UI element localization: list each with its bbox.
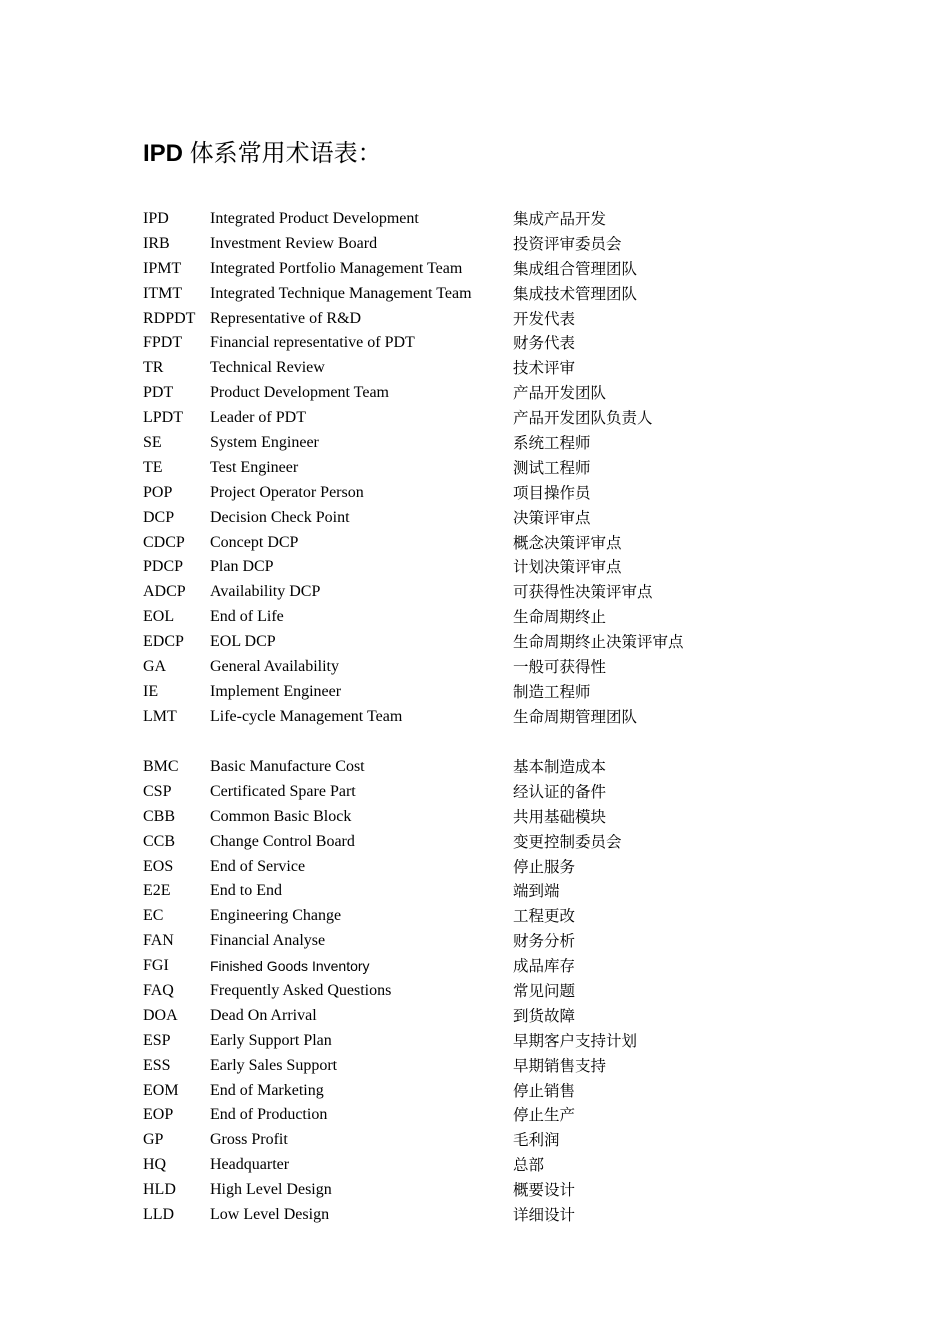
- term-english: Gross Profit: [210, 1131, 288, 1149]
- term-english: Financial Analyse: [210, 932, 326, 950]
- term-chinese: 变更控制委员会: [513, 832, 622, 851]
- term-chinese: 概要设计: [513, 1181, 576, 1200]
- term-english: Basic Manufacture Cost: [210, 758, 365, 775]
- term-chinese: 基本制造成本: [513, 758, 607, 776]
- glossary-row: [143, 580, 843, 605]
- term-chinese: 成品库存: [513, 957, 576, 976]
- term-abbreviation: EDCP: [143, 633, 184, 651]
- document-title: [143, 138, 382, 170]
- term-abbreviation: EOP: [143, 1106, 174, 1124]
- glossary-row: [143, 705, 843, 730]
- glossary-row: [143, 232, 843, 257]
- glossary-row: [143, 655, 843, 680]
- term-chinese: 工程更改: [513, 907, 576, 926]
- glossary-row: [143, 1153, 843, 1178]
- term-chinese: 详细设计: [513, 1206, 576, 1225]
- term-abbreviation: IRB: [143, 234, 170, 252]
- term-english: End of Life: [210, 608, 284, 626]
- term-abbreviation: ADCP: [143, 583, 186, 601]
- term-english: Concept DCP: [210, 533, 299, 551]
- term-chinese: 生命周期管理团队: [513, 707, 638, 726]
- glossary-row: [143, 1004, 843, 1029]
- term-abbreviation: FAQ: [143, 982, 174, 1000]
- term-chinese: 常见问题: [513, 982, 576, 1001]
- term-abbreviation: EC: [143, 907, 164, 925]
- term-english: Frequently Asked Questions: [210, 982, 392, 1000]
- term-chinese: 经认证的备件: [513, 782, 607, 801]
- glossary-row: [143, 830, 843, 855]
- glossary-row: [143, 531, 843, 556]
- term-chinese: 产品开发团队: [513, 384, 607, 403]
- glossary-row: [143, 979, 843, 1004]
- term-chinese: 投资评审委员会: [513, 234, 622, 253]
- glossary-row: [143, 680, 843, 705]
- term-chinese: 集成技术管理团队: [513, 284, 638, 303]
- term-english: Early Support Plan: [210, 1031, 332, 1049]
- glossary-row: [143, 805, 843, 830]
- term-abbreviation: ITMT: [143, 284, 183, 302]
- glossary-row: [143, 506, 843, 531]
- term-chinese: 项目操作员: [513, 483, 591, 502]
- term-chinese: 决策评审点: [513, 508, 591, 527]
- glossary-row: [143, 755, 843, 780]
- term-english: Leader of PDT: [210, 409, 306, 427]
- term-abbreviation: GA: [143, 658, 167, 676]
- term-chinese: 总部: [513, 1156, 545, 1175]
- term-abbreviation: EOS: [143, 857, 174, 875]
- term-chinese: 早期客户支持计划: [513, 1031, 638, 1050]
- term-abbreviation: IPMT: [143, 259, 182, 277]
- glossary-row: [143, 780, 843, 805]
- glossary-section-2: [143, 755, 843, 1228]
- term-chinese: 概念决策评审点: [513, 533, 622, 552]
- term-abbreviation: EOM: [143, 1081, 179, 1099]
- glossary-row: [143, 1029, 843, 1054]
- term-english: System Engineer: [210, 434, 319, 452]
- glossary-row: [143, 356, 843, 381]
- term-abbreviation: POP: [143, 483, 173, 501]
- term-chinese: 早期销售支持: [513, 1056, 607, 1075]
- term-abbreviation: TR: [143, 359, 164, 377]
- term-chinese: 生命周期终止决策评审点: [513, 633, 684, 652]
- glossary-row: [143, 481, 843, 506]
- term-english: End of Marketing: [210, 1081, 324, 1099]
- term-english: Technical Review: [210, 359, 325, 377]
- term-english: Product Development Team: [210, 384, 389, 402]
- glossary-row: [143, 456, 843, 481]
- term-chinese: 制造工程师: [513, 682, 591, 701]
- glossary-row: [143, 954, 843, 979]
- term-english: End of Production: [210, 1106, 328, 1124]
- glossary-row: [143, 879, 843, 904]
- term-chinese: 计划决策评审点: [513, 558, 622, 577]
- term-english: Integrated Technique Management Team: [210, 284, 472, 302]
- term-abbreviation: PDT: [143, 384, 174, 402]
- term-english: High Level Design: [210, 1181, 332, 1199]
- term-english: Decision Check Point: [210, 508, 350, 526]
- glossary-row: [143, 855, 843, 880]
- term-abbreviation: RDPDT: [143, 309, 196, 327]
- glossary-row: [143, 1103, 843, 1128]
- term-english: Implement Engineer: [210, 682, 342, 700]
- term-abbreviation: HLD: [143, 1181, 176, 1199]
- term-abbreviation: FPDT: [143, 334, 183, 352]
- glossary-row: [143, 1178, 843, 1203]
- term-chinese: 停止生产: [513, 1106, 576, 1125]
- term-abbreviation: LMT: [143, 707, 177, 725]
- term-english: End to End: [210, 882, 282, 900]
- term-chinese: 共用基础模块: [513, 807, 607, 826]
- glossary-row: [143, 282, 843, 307]
- term-abbreviation: DCP: [143, 508, 175, 526]
- term-chinese: 财务分析: [513, 932, 576, 951]
- glossary-row: [143, 1079, 843, 1104]
- term-chinese: 产品开发团队负责人: [513, 409, 653, 428]
- glossary-row: [143, 257, 843, 282]
- term-abbreviation: BMC: [143, 758, 179, 775]
- term-chinese: 可获得性决策评审点: [513, 583, 653, 602]
- term-abbreviation: ESP: [143, 1031, 171, 1049]
- term-chinese: 端到端: [513, 882, 560, 901]
- term-english: Availability DCP: [210, 583, 321, 601]
- term-chinese: 停止销售: [513, 1081, 576, 1100]
- term-abbreviation: E2E: [143, 882, 171, 900]
- term-english: General Availability: [210, 658, 339, 676]
- glossary-row: [143, 207, 843, 232]
- glossary-row: [143, 630, 843, 655]
- glossary-row: [143, 1128, 843, 1153]
- term-chinese: 集成组合管理团队: [513, 259, 638, 278]
- term-english: Integrated Portfolio Management Team: [210, 259, 463, 277]
- term-abbreviation: CCB: [143, 832, 176, 850]
- term-abbreviation: CDCP: [143, 533, 185, 551]
- term-chinese: 测试工程师: [513, 458, 591, 477]
- glossary-row: [143, 929, 843, 954]
- term-abbreviation: GP: [143, 1131, 164, 1149]
- term-english: EOL DCP: [210, 633, 276, 651]
- term-english: Finished Goods Inventory: [210, 958, 370, 975]
- term-english: Life-cycle Management Team: [210, 707, 403, 725]
- term-chinese: 系统工程师: [513, 434, 591, 453]
- term-english: Low Level Design: [210, 1206, 330, 1224]
- term-english: Dead On Arrival: [210, 1006, 317, 1024]
- title-text: 体系常用术语表：: [183, 140, 382, 167]
- term-english: Test Engineer: [210, 458, 299, 476]
- glossary-row: [143, 555, 843, 580]
- glossary-row: [143, 431, 843, 456]
- term-abbreviation: CSP: [143, 782, 172, 800]
- term-abbreviation: IPD: [143, 210, 169, 227]
- term-chinese: 到货故障: [513, 1006, 576, 1025]
- term-abbreviation: SE: [143, 434, 162, 452]
- term-chinese: 毛利润: [513, 1131, 560, 1150]
- term-chinese: 生命周期终止: [513, 608, 607, 627]
- glossary-row: [143, 381, 843, 406]
- term-abbreviation: CBB: [143, 807, 176, 825]
- term-abbreviation: DOA: [143, 1006, 178, 1024]
- glossary-row: [143, 1203, 843, 1228]
- term-english: Representative of R&D: [210, 309, 362, 327]
- term-abbreviation: HQ: [143, 1156, 167, 1174]
- glossary-row: [143, 1054, 843, 1079]
- term-english: Headquarter: [210, 1156, 290, 1174]
- term-english: Engineering Change: [210, 907, 342, 925]
- glossary-row: [143, 307, 843, 332]
- term-chinese: 一般可获得性: [513, 658, 607, 677]
- term-english: End of Service: [210, 857, 306, 875]
- term-english: Common Basic Block: [210, 807, 352, 825]
- term-english: Plan DCP: [210, 558, 274, 576]
- term-english: Change Control Board: [210, 832, 355, 850]
- term-english: Project Operator Person: [210, 483, 364, 501]
- term-abbreviation: IE: [143, 682, 159, 700]
- glossary-section-1: [143, 207, 843, 730]
- term-chinese: 停止服务: [513, 857, 576, 876]
- term-english: Early Sales Support: [210, 1056, 338, 1074]
- term-abbreviation: ESS: [143, 1056, 171, 1074]
- term-chinese: 技术评审: [513, 359, 576, 378]
- term-abbreviation: FAN: [143, 932, 174, 950]
- term-chinese: 财务代表: [513, 334, 576, 353]
- term-english: Certificated Spare Part: [210, 782, 356, 800]
- term-chinese: 集成产品开发: [513, 210, 607, 228]
- glossary-row: [143, 331, 843, 356]
- term-abbreviation: EOL: [143, 608, 175, 626]
- glossary-row: [143, 406, 843, 431]
- term-abbreviation: LLD: [143, 1206, 175, 1224]
- term-english: Integrated Product Development: [210, 210, 419, 227]
- term-chinese: 开发代表: [513, 309, 576, 328]
- term-abbreviation: TE: [143, 458, 163, 476]
- glossary-row: [143, 605, 843, 630]
- term-abbreviation: LPDT: [143, 409, 183, 427]
- title-acronym: IPD: [143, 140, 184, 167]
- term-english: Investment Review Board: [210, 234, 378, 252]
- term-abbreviation: FGI: [143, 957, 169, 975]
- term-english: Financial representative of PDT: [210, 334, 415, 352]
- glossary-row: [143, 904, 843, 929]
- term-abbreviation: PDCP: [143, 558, 184, 576]
